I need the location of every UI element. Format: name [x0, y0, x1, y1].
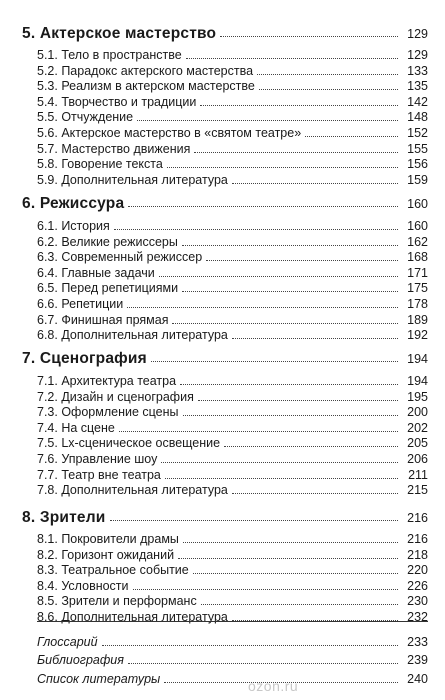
toc-entry-page: 148 [407, 110, 428, 124]
dot-leader [127, 307, 398, 308]
dot-leader [128, 663, 398, 664]
toc-entry-title: 5.7. Мастерство движения [37, 142, 191, 156]
toc-entry-page: 159 [407, 173, 428, 187]
toc-entry-page: 162 [407, 235, 428, 249]
toc-entry-title: 5.5. Отчуждение [37, 110, 134, 124]
dot-leader [200, 105, 398, 106]
toc-entry-page: 230 [407, 594, 428, 608]
toc-entry [0, 530, 445, 546]
toc-entry [0, 124, 445, 140]
dot-leader [201, 604, 398, 605]
toc-entry [0, 46, 445, 62]
toc-entry-page: 152 [407, 126, 428, 140]
dot-leader [161, 462, 398, 463]
dot-leader [119, 431, 398, 432]
dot-leader [128, 206, 398, 207]
back-matter-entry [0, 633, 445, 649]
toc-entry-page: 194 [407, 374, 428, 388]
back-matter-entry-page: 233 [407, 635, 428, 649]
dot-leader [194, 152, 398, 153]
toc-entry-page: 155 [407, 142, 428, 156]
toc-entry-page: 135 [407, 79, 428, 93]
toc-entry [0, 592, 445, 608]
toc-entry-title: 5.4. Творчество и традиции [37, 95, 197, 109]
toc-entry-title: 7.2. Дизайн и сценография [37, 390, 194, 404]
toc-entry-title: 6.3. Современный режиссер [37, 250, 203, 264]
toc-entry-title: 8.2. Горизонт ожиданий [37, 548, 175, 562]
toc-entry-page: 226 [407, 579, 428, 593]
toc-entry-title: 6.2. Великие режиссеры [37, 235, 178, 249]
dot-leader [165, 478, 398, 479]
dot-leader [183, 415, 399, 416]
chapter-heading-page: 216 [407, 511, 428, 525]
back-matter-entry-page: 239 [407, 653, 428, 667]
toc-entry [0, 577, 445, 593]
chapter-heading-title: 7. Сценография [22, 350, 147, 367]
dot-leader [193, 573, 398, 574]
toc-entry [0, 561, 445, 577]
dot-leader [232, 493, 398, 494]
toc-entry [0, 171, 445, 187]
chapter-heading [0, 509, 445, 525]
toc-entry-page: 218 [407, 548, 428, 562]
toc-entry-page: 202 [407, 421, 428, 435]
toc-entry-title: 6.6. Репетиции [37, 297, 124, 311]
chapter-heading-page: 194 [407, 352, 428, 366]
toc-entry-page: 211 [408, 468, 428, 482]
toc-entry-title: 5.1. Тело в пространстве [37, 48, 182, 62]
toc-entry [0, 155, 445, 171]
toc-entry [0, 62, 445, 78]
dot-leader [178, 558, 398, 559]
dot-leader [220, 36, 398, 37]
toc-entry-page: 175 [407, 281, 428, 295]
toc-entry-page: 206 [407, 452, 428, 466]
dot-leader [159, 276, 398, 277]
toc-entry-page: 178 [407, 297, 428, 311]
dot-leader [151, 361, 398, 362]
back-matter-entry-page: 240 [407, 672, 428, 686]
toc-entry-page: 205 [407, 436, 428, 450]
toc-entry-title: 6.4. Главные задачи [37, 266, 155, 280]
toc-entry-title: 5.9. Дополнительная литература [37, 173, 228, 187]
watermark: ozon.ru [248, 678, 299, 694]
dot-leader [182, 245, 398, 246]
chapter-heading-page: 129 [407, 27, 428, 41]
toc-entry-title: 6.8. Дополнительная литература [37, 328, 228, 342]
toc-entry-page: 129 [407, 48, 428, 62]
chapter-heading [0, 350, 445, 366]
dot-leader [137, 120, 398, 121]
toc-entry-title: 8.5. Зрители и перформанс [37, 594, 197, 608]
toc-entry [0, 419, 445, 435]
toc-entry-page: 168 [407, 250, 428, 264]
toc-entry-title: 5.3. Реализм в актерском мастерстве [37, 79, 255, 93]
toc-entry [0, 481, 445, 497]
toc-entry-title: 5.2. Парадокс актерского мастерства [37, 64, 254, 78]
chapter-heading-title: 5. Актерское мастерство [22, 25, 217, 42]
toc-entry-title: 6.5. Перед репетициями [37, 281, 179, 295]
toc-entry-page: 195 [407, 390, 428, 404]
toc-entry-page: 192 [407, 328, 428, 342]
back-matter-entry [0, 651, 445, 667]
toc-entry [0, 248, 445, 264]
toc-entry-title: 5.8. Говорение текста [37, 157, 163, 171]
toc-entry-title: 7.7. Театр вне театра [37, 468, 161, 482]
toc-entry [0, 140, 445, 156]
toc-entry-title: 8.6. Дополнительная литература [37, 610, 228, 624]
dot-leader [224, 446, 398, 447]
toc-entry-title: 8.4. Условности [37, 579, 129, 593]
toc-entry [0, 450, 445, 466]
toc-entry [0, 466, 445, 482]
toc-entry [0, 326, 445, 342]
toc-entry-title: 8.1. Покровители драмы [37, 532, 179, 546]
toc-entry [0, 434, 445, 450]
toc-entry-page: 171 [407, 266, 428, 280]
back-matter-entry-title: Библиография [37, 653, 124, 667]
dot-leader [198, 400, 398, 401]
toc-entry-page: 232 [407, 610, 428, 624]
toc-entry-page: 200 [407, 405, 428, 419]
toc-entry [0, 233, 445, 249]
dot-leader [232, 338, 398, 339]
toc-entry-title: 7.4. На сцене [37, 421, 115, 435]
toc-entry [0, 295, 445, 311]
chapter-heading-title: 6. Режиссура [22, 195, 125, 212]
dot-leader [172, 323, 398, 324]
chapter-heading [0, 25, 445, 41]
dot-leader [167, 167, 398, 168]
dot-leader [259, 89, 398, 90]
dot-leader [186, 58, 398, 59]
toc-entry-title: 7.8. Дополнительная литература [37, 483, 228, 497]
dot-leader [114, 229, 398, 230]
toc-entry-title: 7.3. Оформление сцены [37, 405, 179, 419]
chapter-heading-title: 8. Зрители [22, 509, 106, 526]
back-matter-divider [37, 621, 428, 622]
toc-entry-title: 5.6. Актерское мастерство в «святом театре» [37, 126, 302, 140]
dot-leader [232, 183, 398, 184]
toc-entry-page: 160 [407, 219, 428, 233]
toc-entry-page: 142 [407, 95, 428, 109]
dot-leader [182, 291, 398, 292]
toc-entry-title: 6.7. Финишная прямая [37, 313, 169, 327]
dot-leader [257, 74, 398, 75]
back-matter-entry-title: Список литературы [37, 672, 161, 686]
toc-entry [0, 388, 445, 404]
toc-entry [0, 264, 445, 280]
dot-leader [305, 136, 398, 137]
toc-entry-page: 215 [407, 483, 428, 497]
toc-entry-page: 189 [407, 313, 428, 327]
chapter-heading-page: 160 [407, 197, 428, 211]
toc-entry-page: 133 [407, 64, 428, 78]
toc-entry-title: 7.1. Архитектура театра [37, 374, 177, 388]
dot-leader [180, 384, 398, 385]
dot-leader [183, 542, 398, 543]
toc-entry [0, 108, 445, 124]
toc-entry [0, 372, 445, 388]
back-matter-entry [0, 670, 445, 686]
dot-leader [102, 645, 398, 646]
chapter-heading [0, 195, 445, 211]
dot-leader [206, 260, 398, 261]
back-matter-entry-title: Глоссарий [37, 635, 98, 649]
toc-entry [0, 546, 445, 562]
toc-entry-title: 7.5. Lx-сценическое освещение [37, 436, 221, 450]
toc-entry-page: 156 [407, 157, 428, 171]
toc-entry-page: 220 [407, 563, 428, 577]
toc-entry [0, 403, 445, 419]
toc-entry-title: 8.3. Театральное событие [37, 563, 189, 577]
dot-leader [110, 520, 398, 521]
toc-entry [0, 217, 445, 233]
toc-entry [0, 311, 445, 327]
dot-leader [133, 589, 398, 590]
toc-entry [0, 279, 445, 295]
toc-entry [0, 77, 445, 93]
toc-entry-title: 7.6. Управление шоу [37, 452, 158, 466]
toc-entry-page: 216 [407, 532, 428, 546]
toc-entry-title: 6.1. История [37, 219, 110, 233]
toc-entry [0, 93, 445, 109]
